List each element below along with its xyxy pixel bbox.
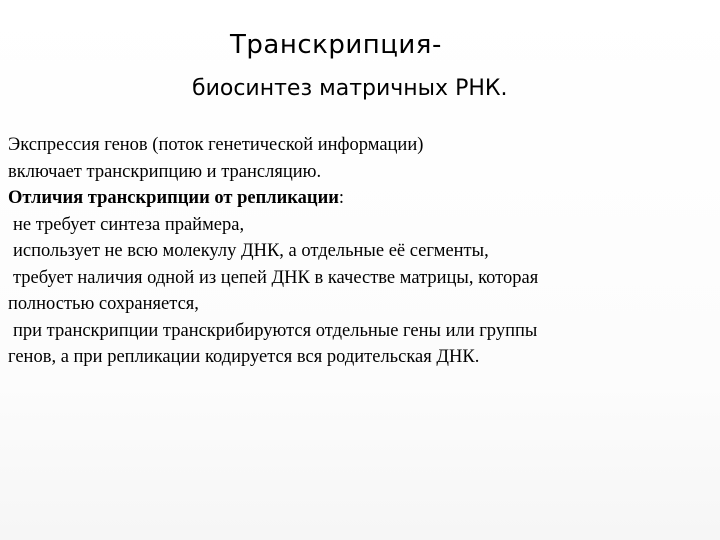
list-item-4: при транскрипции транскрибируются отдельные гены или группы bbox=[13, 320, 538, 341]
list-item-3: требует наличия одной из цепей ДНК в качестве матрицы, которая bbox=[13, 267, 539, 288]
differences-heading-colon: : bbox=[338, 188, 345, 208]
differences-heading-line bbox=[8, 185, 712, 212]
intro-line-2: включает транскрипцию и трансляцию. bbox=[8, 161, 322, 182]
list-item-4-continuation: генов, а при репликации кодируется вся родительская ДНК. bbox=[8, 347, 480, 367]
slide-title: Транскрипция- bbox=[230, 30, 442, 60]
list-item-3-continuation: полностью сохраняется, bbox=[8, 294, 199, 314]
list-item-1: не требует синтеза праймера, bbox=[13, 214, 245, 235]
intro-line-1: Экспрессия генов (поток генетической информации) bbox=[8, 135, 424, 155]
list-item-2: использует не всю молекулу ДНК, а отдельные её сегменты, bbox=[13, 241, 489, 261]
slide-subtitle: биосинтез матричных РНК. bbox=[192, 76, 508, 101]
differences-heading: Отличия транскрипции от репликации bbox=[8, 188, 339, 208]
slide-body bbox=[8, 132, 712, 371]
